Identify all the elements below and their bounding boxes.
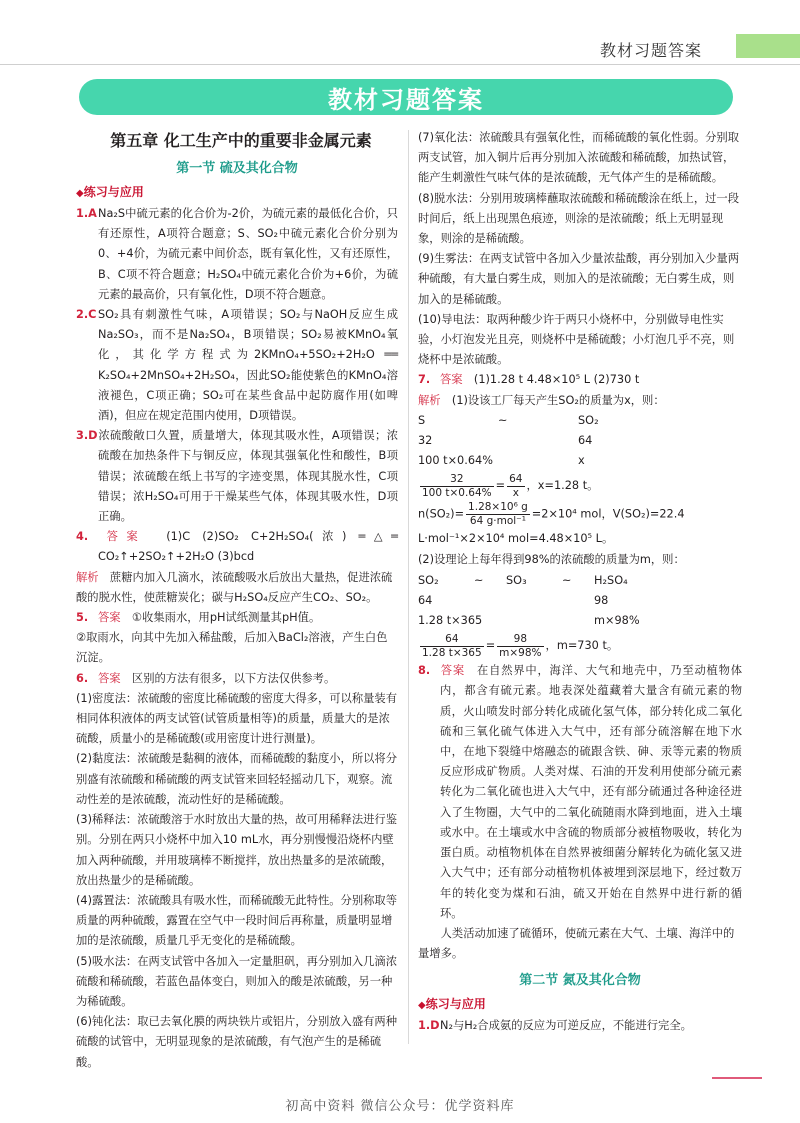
header-section-title: 教材习题答案	[599, 41, 702, 60]
header-accent-bar	[736, 34, 800, 58]
analysis-label: 解析	[418, 393, 441, 407]
item-number: 1.D	[418, 1019, 440, 1033]
item-number: 6.	[76, 671, 89, 685]
item-number: 1.A	[76, 207, 97, 220]
method-item: (2)黏度法：浓硫酸是黏稠的液体，而稀硫酸的黏度小，所以将分别盛有浓硫酸和稀硫酸的两支试管来回轻轻摇动几下，观察。流动性差的是浓硫酸，流动性好的是稀硫酸。	[76, 752, 398, 806]
denominator: 100 t×0.64%	[422, 486, 492, 499]
footer-accent-line	[712, 1077, 762, 1079]
answer-item-2	[76, 305, 398, 426]
calc-cell: SO₂	[418, 573, 439, 587]
denominator: m×98%	[499, 646, 542, 659]
denominator: 1.28 t×365	[422, 646, 482, 659]
item-number: 4.	[76, 530, 89, 544]
eq-text: =2×10⁴ mol，V(SO₂)=22.4 L·mol⁻¹×2×10⁴ mol=4.48×10⁵ L。	[418, 507, 685, 546]
calc-row	[418, 611, 742, 631]
left-column	[76, 128, 398, 1073]
numerator: 98	[497, 633, 543, 647]
method-item: (6)钝化法：取已去氧化膜的两块铁片或铝片，分别放入盛有两种硫酸的试管中，无明显现象的是浓硫酸，有气泡产生的是稀硫酸。	[76, 1015, 398, 1069]
answer-item-1	[76, 204, 398, 305]
answer-item-s2-1	[418, 1016, 742, 1036]
analysis-4	[76, 568, 398, 608]
answer-item-5	[76, 608, 398, 628]
method-item: (8)脱水法：分别用玻璃棒蘸取浓硫酸和稀硫酸涂在纸上，过一段时间后，纸上出现黑色痕迹，则涂的是浓硫酸；纸上无明显现象，则涂的是稀硫酸。	[418, 191, 740, 246]
method-item: (5)吸水法：在两支试管中各加入一定量胆矾，再分别加入几滴浓硫酸和稀硫酸，若蓝色晶体变白，则加入的酸是浓硫酸，另一种为稀硫酸。	[76, 954, 398, 1008]
calc-cell: S	[418, 413, 426, 427]
item-number: 7.	[418, 373, 431, 387]
analysis-text: (2)设理论上每年得到98%的浓硫酸的质量为m，则：	[418, 553, 685, 567]
calc-cell: ~	[474, 573, 484, 587]
answer-text: 区别的方法有很多，以下方法仅供参考。	[131, 671, 336, 685]
calc-cell: ~	[498, 413, 508, 427]
answer-text-5b: ②取雨水，向其中先加入稀盐酸，后加入BaCl₂溶液，产生白色沉淀。	[76, 631, 388, 665]
answer-item-4	[76, 527, 398, 567]
method-item: (4)露置法：浓硫酸具有吸水性，而稀硫酸无此特性。分别称取等质量的两种硫酸，露置在空气中一段时间后再称量，质量明显增加的是浓硫酸，质量几乎无变化的是稀硫酸。	[76, 893, 398, 948]
proportion-eq: $\frac{64}{1.28 t\times 365}$ = $\frac{98}{m\times 98\%}$ ，m=730 t。	[422, 632, 619, 659]
calc-cell: ~	[562, 573, 572, 587]
method-item: (7)氧化法：浓硫酸具有强氧化性，而稀硫酸的氧化性弱。分别取两支试管，加入铜片后再分别加入浓硫酸和稀硫酸，加热试管，能产生刺激性气味气体的是浓硫酸，无气体产生的是稀硫酸。	[418, 131, 740, 185]
mole-eq	[418, 501, 742, 550]
diamond-icon: ◆	[418, 1000, 426, 1012]
item-text: Na₂S中硫元素的化合价为-2价，为硫元素的最低化合价，只有还原性，A项符合题意；S、SO₂中硫元素化合价分别为0、+4价，为硫元素中间价态，既有氧化性，又有还原性，B、C项不符合题意；H₂SO₄中硫元素化合价为+6价，为硫元素的最高价，只有氧化性，D项不符合题意。	[98, 207, 398, 301]
calc-row	[418, 431, 742, 451]
practice-label: 练习与应用	[83, 185, 144, 199]
answer-label: 答案	[98, 611, 121, 625]
answer-item-3	[76, 426, 398, 527]
fraction	[466, 501, 530, 528]
answer-text: (1)C (2)SO₂ C+2H₂SO₄(浓) ═△═ CO₂↑+2SO₂↑+2H₂O (3)bcd	[98, 530, 398, 564]
diamond-icon: ◆	[76, 188, 84, 199]
result-text: ，x=1.28 t。	[526, 479, 599, 493]
section-title: 第一节 硫及其化合物	[176, 161, 298, 176]
item-text: N₂与H₂合成氨的反应为可逆反应，不能进行完全。	[440, 1019, 692, 1033]
numerator: 1.28×10⁶ g	[468, 501, 528, 514]
header-divider	[0, 64, 800, 65]
numerator: 64	[420, 633, 484, 647]
calc-cell: 64	[578, 434, 593, 448]
fraction	[420, 633, 484, 660]
calc-cell: H₂SO₄	[594, 573, 628, 587]
answer-label: 答案	[98, 530, 147, 544]
analysis-text: (1)设该工厂每天产生SO₂的质量为x，则：	[451, 393, 665, 407]
calc-cell: m×98%	[594, 614, 640, 628]
answer-label: 答案	[98, 671, 121, 685]
calc-cell: 98	[594, 593, 609, 607]
method-item: (9)生雾法：在两支试管中各加入少量浓盐酸，再分别加入少量两种硫酸，有大量白雾生成，则加入的是浓硫酸；无白雾生成，则加入的是稀硫酸。	[418, 252, 740, 306]
calc-row	[418, 571, 742, 591]
item-number: 2.C	[76, 308, 97, 322]
section-title: 第二节 氮及其化合物	[519, 973, 641, 989]
calc-cell: 64	[418, 593, 433, 607]
fraction	[497, 633, 543, 660]
result-text: ，m=730 t。	[545, 639, 619, 653]
answer-item-8	[418, 661, 742, 924]
answer-item-7	[418, 370, 742, 390]
fraction	[420, 473, 494, 500]
answer-label: 答案	[440, 373, 463, 387]
item-text: 浓硫酸敞口久置，质量增大，体现其吸水性，A项错误；浓硫酸在加热条件下与铜反应，体现其强氧化性和酸性，B项错误；浓硫酸在纸上书写的字迹变黑，体现其脱水性，C项错误；浓H₂SO₄可用于干燥某些气体，体现其吸水性，D项正确。	[98, 429, 398, 524]
method-item: (10)导电法：取两种酸少许于两只小烧杯中，分别做导电性实验，小灯泡发光且亮，则烧杯中是稀硫酸；小灯泡几乎不亮，则烧杯中是浓硫酸。	[418, 312, 735, 367]
denominator: x	[512, 486, 519, 499]
numerator: 64	[509, 472, 523, 485]
practice-heading	[76, 182, 398, 204]
fraction	[507, 473, 524, 500]
method-item: (1)密度法：浓硫酸的密度比稀硫酸的密度大得多，可以称量装有相同体积液体的两支试管(试管质量相等)的质量，质量大的是浓硫酸，质量小的是稀硫酸(或用密度计进行测量)。	[76, 691, 398, 746]
analysis-7	[418, 391, 742, 411]
denominator: 64 g·mol⁻¹	[469, 515, 526, 528]
column-divider	[408, 130, 409, 1044]
answer-item-6	[76, 669, 398, 689]
calc-cell: SO₃	[506, 573, 527, 587]
answer-text: (1)1.28 t 4.48×10⁵ L (2)730 t	[473, 373, 640, 387]
analysis-label: 解析	[76, 570, 99, 584]
numerator: 32	[420, 473, 494, 487]
calc-row	[418, 591, 742, 611]
method-item: (3)稀释法：浓硫酸溶于水时放出大量的热，故可用稀释法进行鉴别。分别在两只小烧杯中加入10 mL水，再分别慢慢沿烧杯内壁加入两种硫酸，并用玻璃棒不断搅拌，放出热量多的是浓硫酸，放出热量少的是稀硫酸。	[76, 813, 398, 887]
answer-text-8b: 人类活动加速了硫循环，使硫元素在大气、土壤、海洋中的量增多。	[418, 926, 735, 961]
chapter-title: 第五章 化工生产中的重要非金属元素	[110, 131, 372, 150]
answer-text: ①收集雨水，用pH试纸测量其pH值。	[131, 611, 321, 625]
calc-cell: x	[578, 454, 585, 468]
calc-cell: 1.28 t×365	[418, 614, 483, 628]
page-footer: 初高中资料 微信公众号：优学资料库	[285, 1099, 515, 1114]
calc-cell: SO₂	[578, 413, 599, 427]
answer-label: 答案	[440, 664, 465, 678]
item-number: 8.	[418, 664, 431, 678]
proportion-eq: $\frac{32}{100 t\times 0.64\%}$ = $\frac{64}{x}$ ，x=1.28 t。	[422, 472, 599, 499]
calc-cell: 32	[418, 434, 433, 448]
eq-text: n(SO₂)=	[418, 507, 465, 521]
page-banner: 教材习题答案	[79, 79, 733, 115]
calc-row	[418, 451, 742, 471]
practice-label: 练习与应用	[425, 997, 486, 1012]
calc-cell: 100 t×0.64%	[418, 454, 493, 468]
item-text: SO₂具有刺激性气味，A项错误；SO₂与NaOH反应生成Na₂SO₃，而不是Na₂SO₄，B项错误；SO₂易被KMnO₄氧化，其化学方程式为2KMnO₄+5SO₂+2H₂O ══ K₂SO₄+2MnSO₄+2H₂SO₄，因此SO₂能使紫色的KMnO₄溶液褪色，C项正确；SO₂可在某些食品中起防腐作用(如啤酒)，但应在规定范围内使用，D项错误。	[98, 308, 398, 423]
answer-text: 在自然界中，海洋、大气和地壳中，乃至动植物体内，都含有硫元素。地表深处蕴藏着大量含有硫元素的物质，火山喷发时部分转化成硫化氢气体，部分转化成二氧化硫和三氧化硫气体进入大气中，还有部分硫溶解在地下水中，在地下裂缝中熔融态的硫跟含铁、砷、汞等元素的物质反应形成矿物质。人类对煤、石油的开发利用使部分硫元素转化为二氧化硫也进入大气中，还有部分硫通过各种途径进入了生物圈，大气中的二氧化硫随雨水降到地面，进入土壤或水中。在土壤或水中含硫的物质部分被植物吸收，转化为蛋白质。动植物机体在自然界被细菌分解转化为硫化氢又进入大气中；还有部分动植物机体被埋到深层地下，经过数万年的转化变为煤和石油，硫又开始在自然界中进行新的循环。	[440, 664, 742, 920]
analysis-text: 蔗糖内加入几滴水，浓硫酸吸水后放出大量热，促进浓硫酸的脱水性，使蔗糖炭化；碳与H₂SO₄反应产生CO₂、SO₂。	[76, 570, 393, 604]
practice-heading	[418, 994, 742, 1016]
item-number: 3.D	[76, 429, 98, 443]
calc-row	[418, 411, 742, 431]
right-column	[418, 128, 742, 1037]
item-number: 5.	[76, 611, 89, 625]
